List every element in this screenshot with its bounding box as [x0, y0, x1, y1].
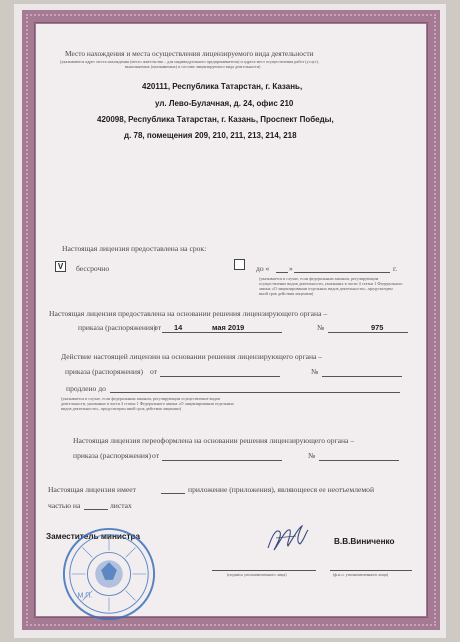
- extension-from: от: [150, 367, 158, 376]
- signature-line: [212, 570, 316, 571]
- extension-line-1: Действие настоящей лицензии на основании решения лицензирующего органа –: [61, 352, 323, 361]
- grant-order-label: приказа (распоряжения): [78, 323, 157, 332]
- grant-number-line: [328, 332, 408, 333]
- header-note-1: (указываются адрес места нахождения (место жительства – для индивидуального предпринимателя) и адреса мест осуществления работ (услуг),: [60, 59, 319, 64]
- appendix-line-1b: приложение (приложения), являющееся ее неотъемлемой: [188, 485, 375, 494]
- reissue-date-line: [162, 460, 282, 461]
- address-line-2: ул. Лево-Булачная, д. 24, офис 210: [155, 99, 294, 108]
- grant-month-year: мая 2019: [212, 323, 245, 332]
- signer-name: В.В.Виниченко: [334, 537, 395, 546]
- official-seal-stamp: [60, 525, 158, 623]
- term-note-2: осуществление видов деятельности, указанных в части 4 статьи 1 Федерального: [259, 281, 403, 286]
- term-label: Настоящая лицензия предоставлена на срок:: [62, 244, 207, 253]
- signer-position: Заместитель министра: [46, 532, 141, 541]
- grant-num-sign: №: [317, 323, 325, 332]
- grant-day: 14: [174, 323, 183, 332]
- extension-num-sign: №: [311, 367, 319, 376]
- extension-number-line: [322, 376, 402, 377]
- appendix-count-line: [161, 493, 185, 494]
- extension-date-line: [160, 376, 280, 377]
- name-caption: (ф.и.о. уполномоченного лица): [333, 572, 389, 577]
- signature-caption: (подпись уполномоченного лица): [227, 572, 287, 577]
- address-line-4: д. 78, помещения 209, 210, 211, 213, 214, 218: [124, 131, 297, 140]
- appendix-line-1a: Настоящая лицензия имеет: [48, 485, 136, 494]
- reissue-number-line: [319, 460, 399, 461]
- address-line-3: 420098, Республика Татарстан, г. Казань, Проспект Победы,: [97, 115, 334, 124]
- grant-from: от: [154, 323, 162, 332]
- term-note-4: иной срок действия лицензии): [259, 291, 314, 296]
- extension-until-line: [110, 392, 400, 393]
- handwritten-signature: [262, 518, 312, 558]
- extension-until: продлено до: [66, 384, 106, 393]
- name-line: [330, 570, 412, 571]
- grant-line-1: Настоящая лицензия предоставлена на основании решения лицензирующего органа –: [49, 309, 328, 318]
- term-note-1: (указывается в случае, если федеральным законом, регулирующим: [259, 276, 379, 281]
- reissue-from: от: [152, 451, 160, 460]
- until-date-checkbox[interactable]: [234, 259, 245, 270]
- extension-order-label: приказа (распоряжения): [65, 367, 144, 376]
- term-note-3: закона «О лицензировании отдельных видов деятельности», предусмотрен: [259, 286, 393, 291]
- reissue-num-sign: №: [308, 451, 316, 460]
- term-until-prefix: до «: [256, 264, 270, 273]
- appendix-line-2a: частью на: [48, 501, 81, 510]
- stamp-mp-label: М.П.: [77, 592, 93, 600]
- until-month-line: [294, 272, 390, 273]
- term-indefinite: бессрочно: [76, 264, 110, 273]
- grant-date-line: [162, 332, 282, 333]
- until-day-line: [276, 272, 288, 273]
- reissue-order-label: приказа (распоряжения): [73, 451, 152, 460]
- indefinite-checkbox[interactable]: V: [55, 261, 66, 272]
- grant-number: 975: [371, 323, 384, 332]
- extension-note-2: деятельности, указанных в части 4 статьи 1 Федерального закона «О лицензировании отдельных: [61, 401, 234, 406]
- address-line-1: 420111, Республика Татарстан, г. Казань,: [142, 82, 303, 91]
- header-title: Место нахождения и места осуществления лицензируемого вида деятельности: [65, 49, 314, 58]
- reissue-line-1: Настоящая лицензия переоформлена на основании решения лицензирующего органа –: [73, 436, 355, 445]
- header-note-2: выполняемых (оказываемых) в составе лицензируемого вида деятельности): [125, 64, 261, 69]
- extension-note-1: (указывается в случае, если федеральным законом, регулирующим осуществление видов: [61, 396, 220, 401]
- appendix-line-2b: листах: [110, 501, 132, 510]
- term-until-suffix: г.: [393, 264, 398, 273]
- extension-note-3: видов деятельности», предусмотрен иной срок действия лицензии): [61, 406, 181, 411]
- term-until-mid: »: [289, 264, 293, 273]
- appendix-sheets-line: [84, 509, 108, 510]
